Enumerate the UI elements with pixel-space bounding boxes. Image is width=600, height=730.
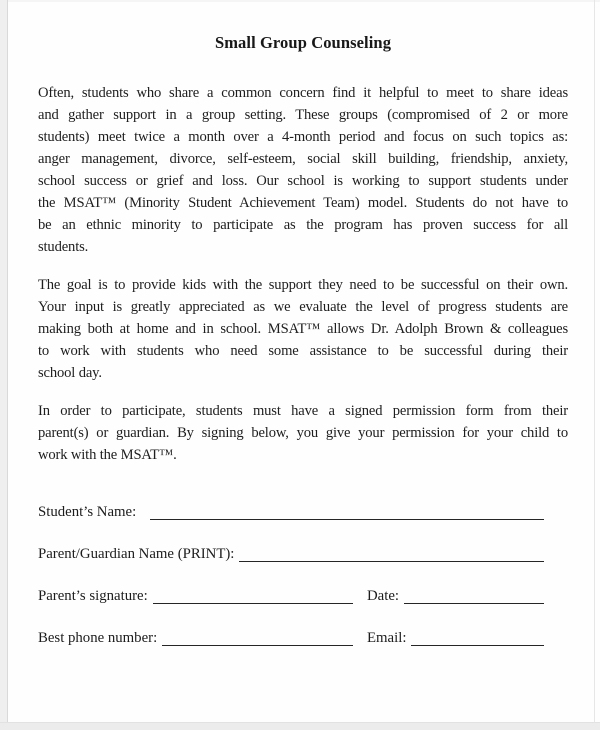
- text-line: The goal is to provide kids with the support they need to be successful on their own.: [38, 277, 568, 293]
- document-content: [38, 0, 568, 669]
- goal-paragraph: [38, 274, 568, 384]
- scan-edge-left: [0, 0, 8, 730]
- permission-paragraph: [38, 400, 568, 466]
- intro-paragraph: [38, 82, 568, 258]
- email-field: [367, 628, 544, 648]
- text-line: students) meet twice a month over a 4-month period and focus on such topics as:: [38, 129, 568, 145]
- parent-signature-field: [38, 586, 353, 606]
- text-line: school success or grief and loss. Our school is working to support students under: [38, 173, 568, 189]
- parent-signature-label: Parent’s signature:: [38, 588, 148, 604]
- permission-form: [38, 501, 568, 648]
- phone-line[interactable]: [162, 631, 353, 646]
- text-line: parent(s) or guardian. By signing below, you give your permission for your child to: [38, 425, 568, 441]
- text-line: the MSAT™ (Minority Student Achievement Team) model. Students do not have to: [38, 195, 568, 211]
- date-field: [367, 586, 544, 606]
- text-line: to work with students who need some assistance to be successful during their: [38, 343, 568, 359]
- text-line: students.: [38, 239, 89, 255]
- text-line: Often, students who share a common concern find it helpful to meet to share ideas: [38, 85, 568, 101]
- text-line: school day.: [38, 365, 102, 381]
- email-label: Email:: [367, 630, 407, 646]
- phone-email-row: [38, 627, 544, 648]
- student-name-line[interactable]: [150, 505, 544, 520]
- student-name-label: Student’s Name:: [38, 504, 137, 520]
- text-line: Your input is greatly appreciated as we evaluate the level of progress students are: [38, 299, 568, 315]
- parent-name-line[interactable]: [239, 547, 544, 562]
- parent-name-row: [38, 543, 544, 564]
- scan-edge-right: [594, 0, 595, 730]
- text-line: making both at home and in school. MSAT™ allows Dr. Adolph Brown & colleagues: [38, 321, 568, 337]
- date-label: Date:: [367, 588, 400, 604]
- text-line: work with the MSAT™.: [38, 447, 177, 463]
- text-line: be an ethnic minority to participate as the program has proven success for all: [38, 217, 568, 233]
- text-line: In order to participate, students must have a signed permission form from their: [38, 403, 568, 419]
- student-name-row: [38, 501, 544, 522]
- phone-field: [38, 628, 353, 648]
- email-line[interactable]: [411, 631, 544, 646]
- parent-signature-line[interactable]: [153, 589, 353, 604]
- scan-edge-bottom: [0, 722, 600, 730]
- signature-date-row: [38, 585, 544, 606]
- parent-name-label: Parent/Guardian Name (PRINT):: [38, 546, 235, 562]
- date-line[interactable]: [404, 589, 544, 604]
- phone-label: Best phone number:: [38, 630, 158, 646]
- text-line: anger management, divorce, self-esteem, social skill building, friendship, anxiety,: [38, 151, 568, 167]
- text-line: and gather support in a group setting. These groups (compromised of 2 or more: [38, 107, 568, 123]
- page-title: Small Group Counseling: [214, 33, 392, 52]
